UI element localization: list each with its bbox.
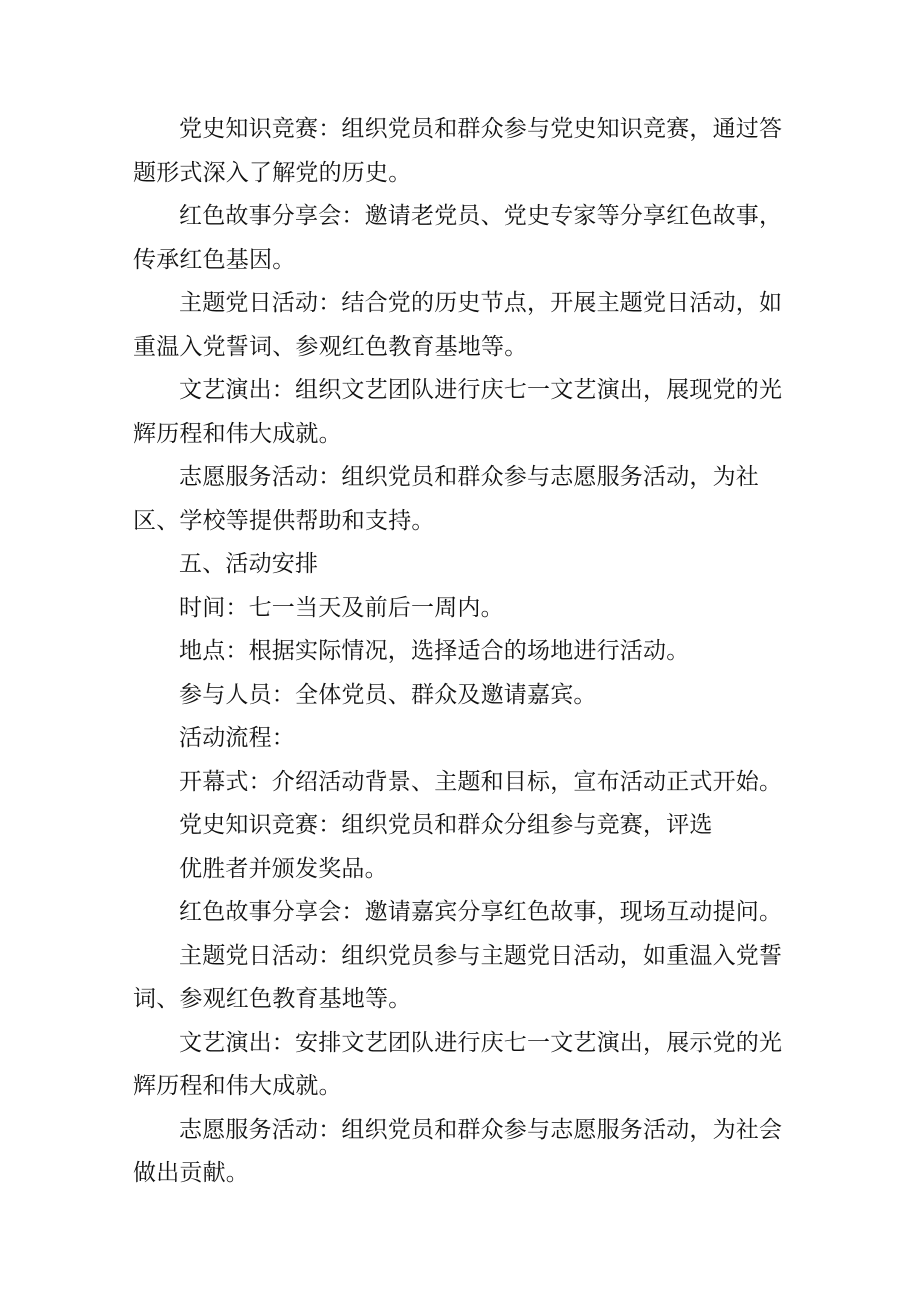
paragraph-party-history-quiz: 党史知识竞赛：组织党员和群众参与党史知识竞赛，通过答题形式深入了解党的历史。 [133, 116, 783, 186]
paragraph-opening-ceremony: 开幕式：介绍活动背景、主题和目标，宣布活动正式开始。 [179, 768, 783, 795]
paragraph-activity-flow: 活动流程： [179, 725, 295, 751]
paragraph-volunteer-flow: 志愿服务活动：组织党员和群众参与志愿服务活动，为社会做出贡献。 [133, 1116, 783, 1186]
paragraph-story-flow: 红色故事分享会：邀请嘉宾分享红色故事，现场互动提问。 [179, 899, 783, 925]
paragraph-red-story-sharing: 红色故事分享会：邀请老党员、党史专家等分享红色故事，传承红色基因。 [133, 203, 783, 273]
paragraph-art-performance: 文艺演出：组织文艺团队进行庆七一文艺演出，展现党的光辉历程和伟大成就。 [133, 377, 783, 447]
paragraph-location: 地点：根据实际情况，选择适合的场地进行活动。 [179, 638, 690, 664]
document-body [133, 108, 793, 1196]
paragraph-party-day-flow: 主题党日活动：组织党员参与主题党日活动，如重温入党誓词、参观红色教育基地等。 [133, 942, 783, 1012]
section-heading-activity-arrangement: 五、活动安排 [179, 551, 319, 577]
paragraph-quiz-flow: 党史知识竞赛：组织党员和群众分组参与竞赛，评选 [179, 812, 713, 838]
paragraph-performance-flow: 文艺演出：安排文艺团队进行庆七一文艺演出，展示党的光辉历程和伟大成就。 [133, 1029, 783, 1099]
paragraph-time: 时间：七一当天及前后一周内。 [179, 594, 504, 621]
paragraph-quiz-flow-continued: 优胜者并颁发奖品。 [179, 855, 388, 882]
paragraph-participants: 参与人员：全体党员、群众及邀请嘉宾。 [179, 681, 597, 708]
paragraph-volunteer-service: 志愿服务活动：组织党员和群众参与志愿服务活动，为社区、学校等提供帮助和支持。 [133, 464, 759, 534]
paragraph-theme-party-day: 主题党日活动：结合党的历史节点，开展主题党日活动，如重温入党誓词、参观红色教育基地等。 [133, 290, 783, 360]
